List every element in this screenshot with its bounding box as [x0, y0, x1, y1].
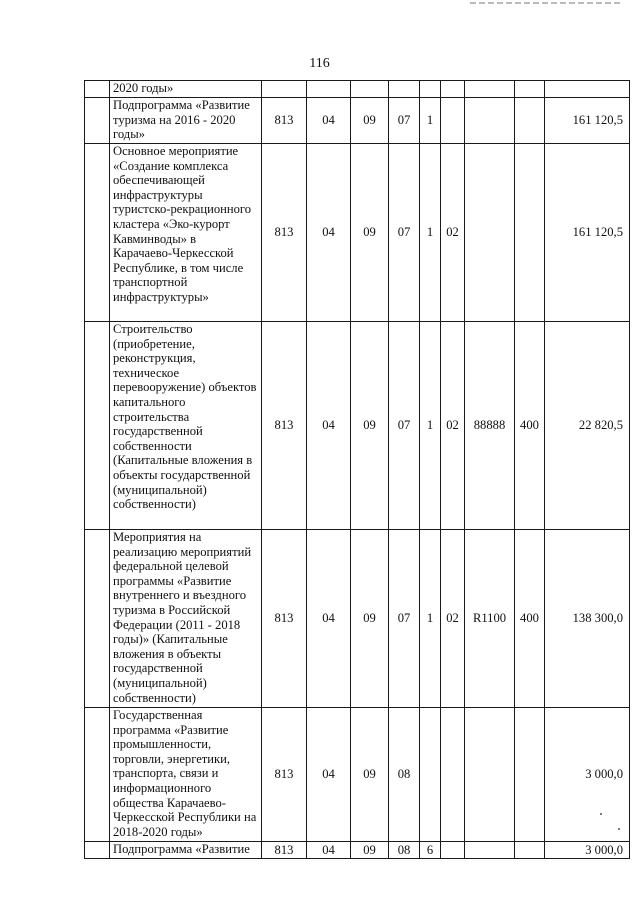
event-code: [441, 708, 465, 842]
subsection-code: 09: [351, 322, 389, 530]
direction-code: 88888: [465, 322, 515, 530]
row-name: Государственная программа «Развитие промышленности, торговли, энергетики, транспорта, связи и информационного общества Карачаево-Черкесской Республики на 2018-2020 годы»: [110, 708, 262, 842]
direction-code: [465, 81, 515, 98]
section-code: 04: [307, 708, 351, 842]
subsection-code: 09: [351, 530, 389, 708]
ministry-code: 813: [262, 842, 307, 859]
amount: 161 120,5: [545, 144, 630, 322]
row-name: Подпрограмма «Развитие: [110, 842, 262, 859]
row-name: Строительство (приобретение, реконструкция, техническое перевооружение) объектов капитального строительства государственной собственности (Капитальные вложения в объекты государственной (муниципальной) собственности): [110, 322, 262, 530]
row-index-cell: [85, 530, 110, 708]
event-code: 02: [441, 144, 465, 322]
subprogram-code: 1: [420, 530, 441, 708]
event-code: 02: [441, 530, 465, 708]
table-row: [85, 530, 630, 708]
scan-speck: [600, 813, 602, 815]
ministry-code: 813: [262, 322, 307, 530]
table-row: [85, 842, 630, 859]
expense-type-code: [515, 708, 545, 842]
table-row: [85, 81, 630, 98]
row-index-cell: [85, 708, 110, 842]
expense-type-code: [515, 144, 545, 322]
section-code: 04: [307, 530, 351, 708]
direction-code: [465, 144, 515, 322]
subprogram-code: 1: [420, 322, 441, 530]
subprogram-code: 1: [420, 144, 441, 322]
ministry-code: 813: [262, 708, 307, 842]
ministry-code: 813: [262, 530, 307, 708]
section-code: [307, 81, 351, 98]
expense-type-code: [515, 98, 545, 144]
subsection-code: 09: [351, 98, 389, 144]
expense-type-code: [515, 81, 545, 98]
row-name: Основное мероприятие «Создание комплекса обеспечивающей инфраструктуры туристско-рекрационного кластера «Эко-курорт Кавминводы» в Карачаево-Черкесской Республике, в том числе транспортной инфраструктуры»: [110, 144, 262, 322]
ministry-code: 813: [262, 144, 307, 322]
section-code: 04: [307, 144, 351, 322]
amount: 161 120,5: [545, 98, 630, 144]
table-row: [85, 98, 630, 144]
row-index-cell: [85, 81, 110, 98]
table-row: [85, 144, 630, 322]
ministry-code: 813: [262, 98, 307, 144]
amount: 22 820,5: [545, 322, 630, 530]
subsection-code: 09: [351, 842, 389, 859]
event-code: 02: [441, 322, 465, 530]
amount: 3 000,0: [545, 842, 630, 859]
event-code: [441, 81, 465, 98]
row-index-cell: [85, 98, 110, 144]
expense-type-code: 400: [515, 322, 545, 530]
amount: [545, 81, 630, 98]
program-code: [389, 81, 420, 98]
subprogram-code: 1: [420, 98, 441, 144]
scan-speck: [618, 828, 620, 830]
section-code: 04: [307, 842, 351, 859]
budget-table: [84, 80, 630, 859]
subsection-code: 09: [351, 708, 389, 842]
direction-code: R1100: [465, 530, 515, 708]
program-code: 07: [389, 530, 420, 708]
page-number: 116: [309, 56, 330, 71]
section-code: 04: [307, 322, 351, 530]
table-row: [85, 322, 630, 530]
direction-code: [465, 842, 515, 859]
amount: 3 000,0: [545, 708, 630, 842]
row-name: 2020 годы»: [110, 81, 262, 98]
program-code: 08: [389, 708, 420, 842]
subprogram-code: [420, 708, 441, 842]
direction-code: [465, 98, 515, 144]
row-index-cell: [85, 144, 110, 322]
expense-type-code: [515, 842, 545, 859]
subprogram-code: [420, 81, 441, 98]
expense-type-code: 400: [515, 530, 545, 708]
program-code: 07: [389, 98, 420, 144]
program-code: 07: [389, 322, 420, 530]
amount: 138 300,0: [545, 530, 630, 708]
row-index-cell: [85, 842, 110, 859]
row-index-cell: [85, 322, 110, 530]
scan-header-line: [470, 2, 620, 4]
subsection-code: 09: [351, 144, 389, 322]
subprogram-code: 6: [420, 842, 441, 859]
ministry-code: [262, 81, 307, 98]
program-code: 08: [389, 842, 420, 859]
table-row: [85, 708, 630, 842]
event-code: [441, 842, 465, 859]
section-code: 04: [307, 98, 351, 144]
event-code: [441, 98, 465, 144]
row-name: Мероприятия на реализацию мероприятий федеральной целевой программы «Развитие внутреннего и въездного туризма в Российской Федерации (2011 - 2018 годы)» (Капитальные вложения в объекты государственной (муниципальной) собственности): [110, 530, 262, 708]
subsection-code: [351, 81, 389, 98]
direction-code: [465, 708, 515, 842]
program-code: 07: [389, 144, 420, 322]
row-name: Подпрограмма «Развитие туризма на 2016 - 2020 годы»: [110, 98, 262, 144]
